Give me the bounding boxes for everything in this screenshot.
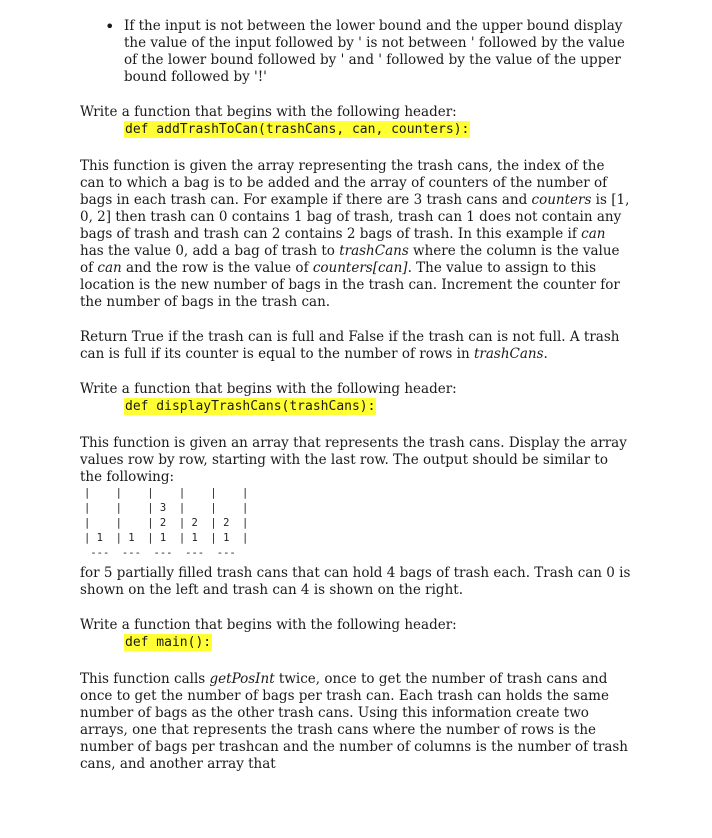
header-intro-2: Write a function that begins with the following header: [80,381,457,397]
paragraph-example: for 5 partially filled trash cans that can hold 4 bags of trash each. Trash can 0 is shown on the left and trash can 4 is shown on the right. [80,565,631,598]
bullet-text: If the input is not between the lower bound and the upper bound display the value of the input followed by ' is not between ' followed by the value of the lower bound followed by ' and ' followed by the value of the upper bound followed by '!' [124,18,625,85]
bullet-item [80,18,632,86]
code-display-trash: def displayTrashCans(trashCans): [125,399,376,414]
code-main: def main(): [125,635,212,650]
header-intro-1: Write a function that begins with the following header: [80,104,457,120]
paragraph-main: This function calls getPosInt twice, once to get the number of trash cans and once to get the number of bags per trash can. Each trash can holds the same number of bags as the other trash cans. Using this information create two arrays, one that represents the trash cans where the number of rows is the number of bags per trashcan and the number of columns is the number of trash cans, and another array that [80,671,628,772]
ascii-line: | | | | | | [84,487,249,499]
ascii-line: | 1 | 1 | 1 | 1 | 1 | [84,532,249,544]
ascii-line: --- --- --- --- --- [84,547,243,559]
bullet-dot-icon: • [105,17,115,36]
code-add-trash: def addTrashToCan(trashCans, can, counters): [125,122,470,137]
ascii-output-example [80,486,632,561]
ascii-line: | | | 3 | | | [84,502,249,514]
paragraph-display: This function is given an array that represents the trash cans. Display the array values row by row, starting with the last row. The output should be similar to the following: [80,435,627,485]
paragraph-return: Return True if the trash can is full and False if the trash can is not full. A trash can is full if its counter is equal to the number of rows in trashCans. [80,329,620,362]
document-page [80,18,632,773]
paragraph-add-trash: This function is given the array representing the trash cans, the index of the can to which a bag is to be added and the array of counters of the number of bags in each trash can. For example if there are 3 trash cans and counters is [1, 0, 2] then trash can 0 contains 1 bag of trash, trash can 1 does not contain any bags of trash and trash can 2 contains 2 bags of trash. In this example if can has the value 0, add a bag of trash to trashCans where the column is the value of can and the row is the value of counters[can]. The value to assign to this location is the new number of bags in the trash can. Increment the counter for the number of bags in the trash can. [80,158,630,310]
header-intro-3: Write a function that begins with the following header: [80,617,457,633]
ascii-line: | | | 2 | 2 | 2 | [84,517,249,529]
